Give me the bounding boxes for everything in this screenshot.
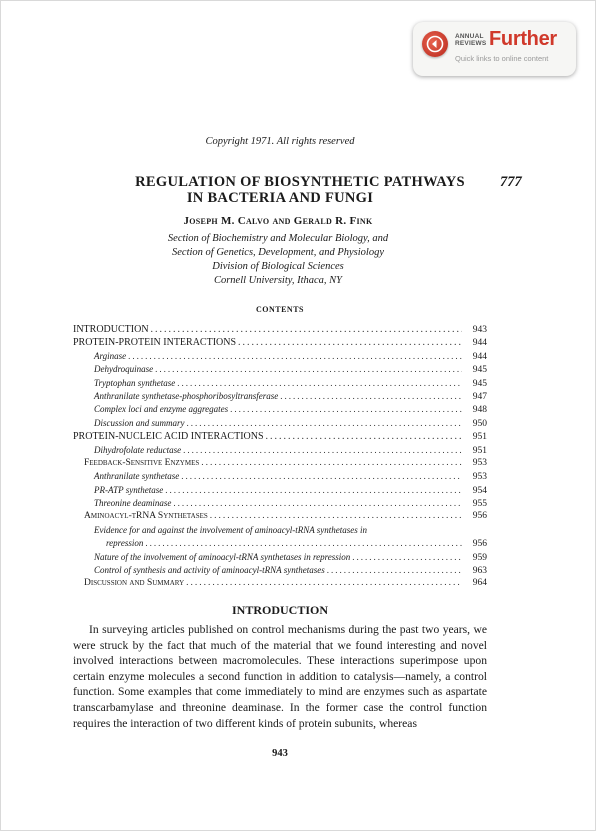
toc-page: 959: [472, 552, 487, 563]
toc-label: PROTEIN-NUCLEIC ACID INTERACTIONS: [73, 431, 264, 443]
toc-entry[interactable]: [73, 551, 487, 564]
toc-leader: [327, 564, 462, 577]
toc-entry[interactable]: [73, 444, 487, 457]
toc-label: Arginase: [94, 350, 127, 361]
toc-label: Tryptophan synthetase: [94, 377, 176, 388]
toc-leader: [165, 484, 462, 497]
toc-page: 943: [472, 325, 487, 335]
toc-entry[interactable]: [73, 537, 487, 550]
toc-entry[interactable]: [73, 497, 487, 510]
toc-leader: [155, 363, 462, 376]
toc-entry[interactable]: [73, 417, 487, 430]
toc-label: Dehydroquinase: [94, 364, 154, 375]
toc-leader: [280, 390, 462, 403]
toc-page: 951: [472, 445, 487, 456]
toc-label: PR-ATP synthetase: [94, 484, 164, 495]
toc-entry[interactable]: [73, 323, 487, 336]
affiliation-line: Section of Biochemistry and Molecular Biology, and: [167, 233, 389, 244]
toc-leader: [177, 377, 462, 390]
article-title-line-1: REGULATION OF BIOSYNTHETIC PATHWAYS: [135, 174, 465, 190]
toc-label: Complex loci and enzyme aggregates: [94, 404, 229, 415]
toc-page: 953: [472, 472, 487, 483]
toc-leader: [128, 350, 462, 363]
toc-label: Aminoacyl-tRNA Synthetases: [84, 511, 208, 522]
toc-page: 955: [472, 499, 487, 510]
toc-label: Discussion and summary: [94, 417, 185, 428]
toc-entry[interactable]: [73, 377, 487, 390]
toc-page: 951: [472, 432, 487, 443]
toc-label: Anthranilate synthetase: [94, 471, 180, 482]
table-of-contents: [73, 323, 487, 591]
toc-entry[interactable]: [73, 403, 487, 416]
toc-entry[interactable]: [73, 430, 487, 443]
further-tagline: Quick links to online content: [455, 54, 549, 63]
toc-label: Threonine deaminase: [94, 498, 172, 509]
volume-page-number: 777: [500, 174, 522, 190]
reviews-text: REVIEWS: [455, 40, 487, 47]
annual-reviews-logo-icon: [422, 31, 448, 57]
copyright-notice: Copyright 1971. All rights reserved: [205, 136, 355, 147]
toc-leader: [183, 444, 462, 457]
toc-page: 964: [472, 578, 487, 589]
toc-label: Control of synthesis and activity of aminoacyl-tRNA synthetases: [94, 565, 325, 576]
toc-entry[interactable]: [73, 363, 487, 376]
toc-label: repression: [106, 538, 144, 549]
toc-label: INTRODUCTION: [73, 324, 149, 335]
toc-page: 944: [472, 338, 487, 349]
body-paragraph: In surveying articles published on control mechanisms during the past two years, we were struck by the fact that much of the material that we found interesting and novel involved interactions between macromolecules. These interactions superimpose upon certain enzyme molecules a second function in addition to catalysis—namely, a control function. Some examples that come immediately to mind are enzymes such as aspartate transcarbamylase and threonine deaminase. In the former case the control function requires the interaction of two different kinds of protein subunits, whereas: [73, 623, 487, 730]
toc-page: 956: [472, 511, 487, 522]
toc-leader: [151, 323, 462, 336]
toc-label: Evidence for and against the involvement of aminoacyl-tRNA synthetases in: [94, 524, 368, 535]
toc-leader: [181, 470, 462, 483]
toc-label: Anthranilate synthetase-phosphoribosyltransferase: [94, 390, 279, 401]
toc-leader: [230, 403, 462, 416]
toc-page: 947: [472, 391, 487, 402]
toc-entry[interactable]: [73, 564, 487, 577]
toc-entry[interactable]: [73, 336, 487, 349]
toc-page: 963: [472, 566, 487, 577]
toc-label: Dihydrofolate reductase: [94, 444, 182, 455]
toc-leader: [352, 551, 462, 564]
toc-entry[interactable]: [73, 524, 487, 537]
affiliation-line: Section of Genetics, Development, and Physiology: [172, 247, 384, 258]
toc-entry[interactable]: [73, 470, 487, 483]
toc-page: 950: [472, 418, 487, 429]
toc-page: 944: [472, 351, 487, 362]
toc-leader: [201, 457, 462, 470]
toc-entry[interactable]: [73, 577, 487, 590]
toc-entry[interactable]: [73, 350, 487, 363]
toc-page: 945: [472, 378, 487, 389]
toc-leader: [210, 510, 462, 523]
further-label: Further: [489, 28, 557, 50]
section-heading: INTRODUCTION: [231, 603, 328, 617]
toc-leader: [186, 577, 462, 590]
annual-reviews-further-button[interactable]: [413, 22, 576, 76]
annual-text: ANNUAL: [455, 33, 484, 40]
toc-entry[interactable]: [73, 457, 487, 470]
toc-entry[interactable]: [73, 510, 487, 523]
authors: Joseph M. Calvo and Gerald R. Fink: [183, 215, 373, 227]
annual-reviews-wordmark: [455, 33, 486, 47]
article-title-line-2: IN BACTERIA AND FUNGI: [186, 190, 374, 206]
toc-label: Nature of the involvement of aminoacyl-tRNA synthetases in repression: [94, 551, 351, 562]
toc-page: 954: [472, 485, 487, 496]
toc-label: Discussion and Summary: [84, 578, 185, 589]
toc-leader: [238, 336, 462, 349]
toc-leader: [145, 537, 462, 550]
affiliation-line: Cornell University, Ithaca, NY: [213, 275, 343, 286]
toc-page: 956: [472, 539, 487, 550]
toc-label: Feedback-Sensitive Enzymes: [84, 457, 200, 468]
contents-heading: CONTENTS: [255, 305, 304, 314]
page-number: 943: [272, 748, 288, 759]
toc-leader: [266, 430, 462, 443]
toc-label: PROTEIN-PROTEIN INTERACTIONS: [73, 337, 237, 349]
toc-entry[interactable]: [73, 390, 487, 403]
toc-page: 948: [472, 405, 487, 416]
toc-leader: [173, 497, 462, 510]
toc-entry[interactable]: [73, 484, 487, 497]
toc-page: 953: [472, 457, 487, 468]
toc-page: 945: [472, 365, 487, 376]
affiliation-line: Division of Biological Sciences: [212, 261, 344, 272]
toc-leader: [187, 417, 462, 430]
